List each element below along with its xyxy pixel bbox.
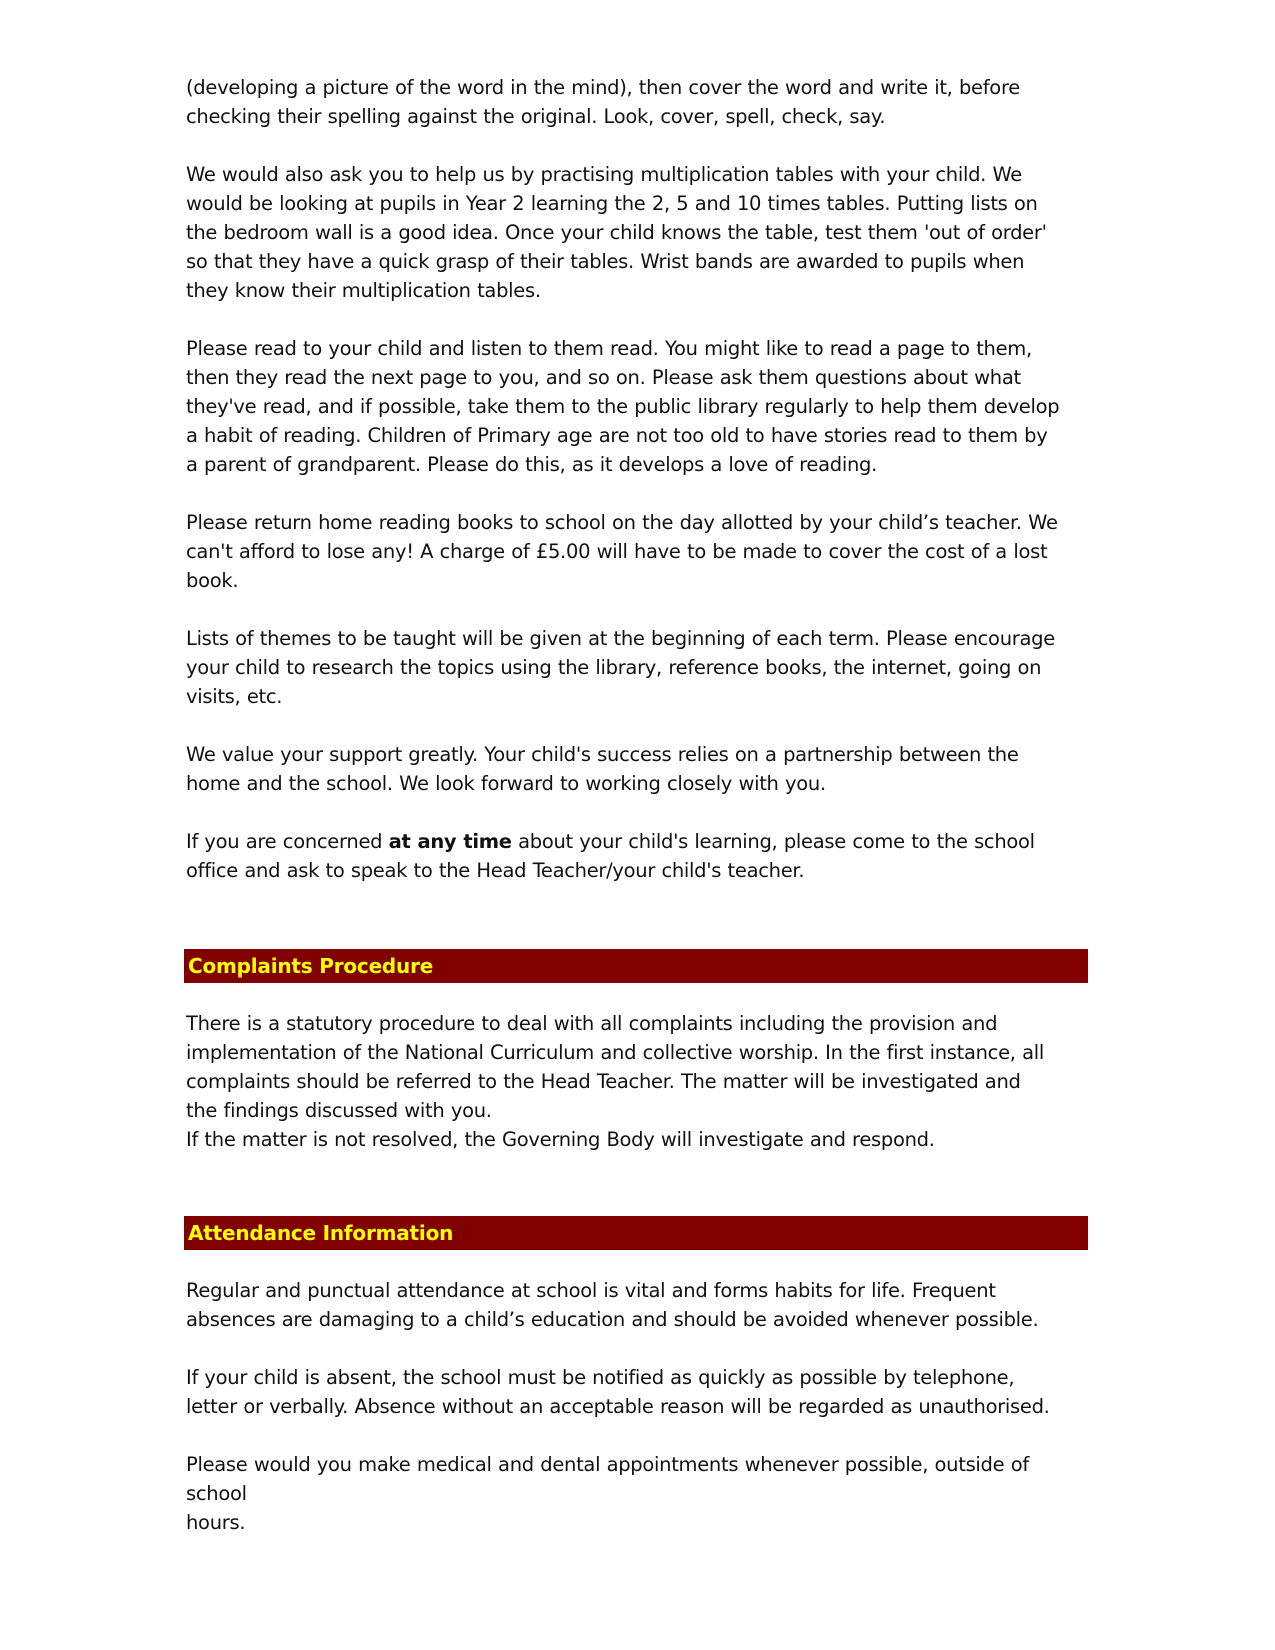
section-heading: Attendance Information	[188, 1221, 454, 1245]
section-header-attendance	[184, 1216, 1088, 1250]
text-span: about your child's learning, please come to the school	[511, 830, 1035, 853]
text-line: We would also ask you to help us by practising multiplication tables with your child. We	[186, 163, 1023, 186]
text-line: letter or verbally. Absence without an acceptable reason will be regarded as unauthorised.	[186, 1395, 1050, 1418]
text-line: home and the school. We look forward to working closely with you.	[186, 772, 826, 795]
text-line: complaints should be referred to the Head Teacher. The matter will be investigated and	[186, 1070, 1021, 1093]
text-line: they know their multiplication tables.	[186, 279, 541, 302]
paragraph-multiplication-tables	[186, 160, 1086, 305]
text-line: would be looking at pupils in Year 2 learning the 2, 5 and 10 times tables. Putting lists on	[186, 192, 1038, 215]
text-line: the findings discussed with you.	[186, 1099, 492, 1122]
paragraph-attendance-appointments	[186, 1450, 1086, 1537]
text-line: implementation of the National Curriculum and collective worship. In the first instance, all	[186, 1041, 1044, 1064]
paragraph-attendance-regular	[186, 1276, 1086, 1334]
text-line: hours.	[186, 1511, 246, 1534]
text-line: Please read to your child and listen to them read. You might like to read a page to them,	[186, 337, 1032, 360]
text-line: There is a statutory procedure to deal with all complaints including the provision and	[186, 1012, 998, 1035]
text-line: Please return home reading books to school on the day allotted by your child’s teacher. We	[186, 511, 1058, 534]
text-line: We value your support greatly. Your child's success relies on a partnership between the	[186, 743, 1019, 766]
text-line: book.	[186, 569, 239, 592]
text-line: the bedroom wall is a good idea. Once your child knows the table, test them 'out of order'	[186, 221, 1047, 244]
text-line: can't afford to lose any! A charge of £5.00 will have to be made to cover the cost of a lost	[186, 540, 1048, 563]
section-header-complaints	[184, 949, 1088, 983]
text-line: absences are damaging to a child’s education and should be avoided whenever possible.	[186, 1308, 1039, 1331]
text-line: If the matter is not resolved, the Governing Body will investigate and respond.	[186, 1128, 935, 1151]
document-content	[186, 73, 1086, 1537]
text-line: a parent of grandparent. Please do this, as it develops a love of reading.	[186, 453, 877, 476]
text-line: visits, etc.	[186, 685, 283, 708]
text-line: so that they have a quick grasp of their tables. Wrist bands are awarded to pupils when	[186, 250, 1025, 273]
paragraph-attendance-absence	[186, 1363, 1086, 1421]
paragraph-complaints	[186, 1009, 1086, 1154]
paragraph-reading	[186, 334, 1086, 479]
emphasis-at-any-time: at any time	[388, 830, 512, 853]
paragraph-concern	[186, 827, 1086, 885]
text-line: a habit of reading. Children of Primary age are not too old to have stories read to them by	[186, 424, 1048, 447]
text-line	[186, 827, 1086, 856]
text-line: If your child is absent, the school must be notified as quickly as possible by telephone,	[186, 1366, 1015, 1389]
text-line: then they read the next page to you, and so on. Please ask them questions about what	[186, 366, 1021, 389]
paragraph-support	[186, 740, 1086, 798]
text-line: Regular and punctual attendance at school is vital and forms habits for life. Frequent	[186, 1279, 996, 1302]
text-line: checking their spelling against the original. Look, cover, spell, check, say.	[186, 105, 886, 128]
text-line: they've read, and if possible, take them to the public library regularly to help them develop	[186, 395, 1060, 418]
text-line: Please would you make medical and dental appointments whenever possible, outside of school	[186, 1453, 1029, 1505]
section-heading: Complaints Procedure	[188, 954, 434, 978]
text-line: office and ask to speak to the Head Teacher/your child's teacher.	[186, 859, 805, 882]
paragraph-reading-books	[186, 508, 1086, 595]
paragraph-themes	[186, 624, 1086, 711]
text-line: (developing a picture of the word in the mind), then cover the word and write it, before	[186, 76, 1020, 99]
text-span: If you are concerned	[186, 830, 389, 853]
paragraph-spelling	[186, 73, 1086, 131]
text-line: your child to research the topics using the library, reference books, the internet, going on	[186, 656, 1042, 679]
text-line: Lists of themes to be taught will be given at the beginning of each term. Please encourage	[186, 627, 1055, 650]
